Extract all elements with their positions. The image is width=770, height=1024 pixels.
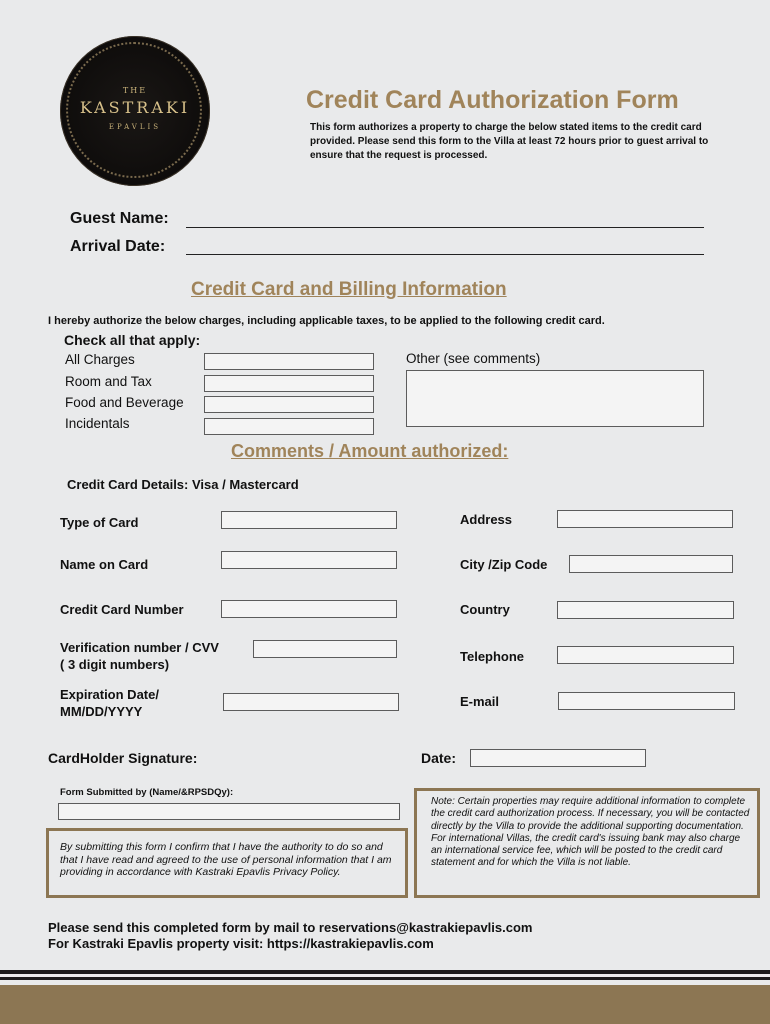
- city-zip-input[interactable]: [569, 555, 733, 573]
- check-all-label: Check all that apply:: [64, 332, 201, 348]
- cardholder-signature-label: CardHolder Signature:: [48, 750, 198, 766]
- kastraki-logo: [60, 36, 210, 186]
- footer-rule-2: [0, 977, 770, 980]
- telephone-label: Telephone: [460, 649, 525, 664]
- other-label: Other (see comments): [406, 351, 541, 366]
- telephone-input[interactable]: [557, 646, 734, 664]
- form-intro: This form authorizes a property to charge the below stated items to the credit card provided. Please send this form to the Villa at least 72 hours prior to guest arrival to ensure that the request is processed.: [310, 122, 709, 161]
- charge-box-food[interactable]: [204, 396, 374, 413]
- name-on-card-input[interactable]: [221, 551, 397, 569]
- charge-label-food: Food and Beverage: [65, 395, 184, 410]
- charge-label-room: Room and Tax: [65, 374, 152, 389]
- cvv-input[interactable]: [253, 640, 397, 658]
- guest-name-label: Guest Name:: [70, 210, 169, 227]
- card-details-label: Credit Card Details: Visa / Mastercard: [67, 477, 299, 492]
- charge-box-all[interactable]: [204, 353, 374, 370]
- country-label: Country: [460, 602, 510, 617]
- name-on-card-label: Name on Card: [60, 557, 149, 572]
- charge-label-all: All Charges: [65, 352, 135, 367]
- card-number-label: Credit Card Number: [60, 602, 184, 617]
- logo-sub: EPAVLIS: [108, 123, 162, 131]
- comments-title: Comments / Amount authorized:: [231, 441, 509, 461]
- form-title: Credit Card Authorization Form: [306, 86, 679, 114]
- signature-date-label: Date:: [421, 750, 457, 766]
- logo-name: KASTRAKI: [79, 98, 191, 117]
- address-input[interactable]: [557, 510, 733, 528]
- confirm-box: [46, 828, 408, 898]
- arrival-date-label: Arrival Date:: [70, 238, 166, 255]
- billing-section-title: Credit Card and Billing Information: [191, 279, 507, 300]
- submitted-by-label: Form Submitted by (Name/&RPSDQy):: [60, 787, 234, 798]
- footer-band: [0, 985, 770, 1024]
- guest-name-field[interactable]: [186, 227, 704, 228]
- type-of-card-label: Type of Card: [60, 515, 139, 530]
- note-box: [414, 788, 760, 898]
- type-of-card-input[interactable]: [221, 511, 397, 529]
- footer-mail-line: Please send this completed form by mail to reservations@kastrakiepavlis.com: [48, 920, 533, 935]
- footer-rule-1: [0, 970, 770, 974]
- email-label: E-mail: [460, 694, 500, 709]
- authorize-text: I hereby authorize the below charges, including applicable taxes, to be applied to the following credit card.: [48, 315, 605, 327]
- expiration-input[interactable]: [223, 693, 399, 711]
- arrival-date-field[interactable]: [186, 254, 704, 255]
- footer-visit-line: For Kastraki Epavlis property visit: https://kastrakiepavlis.com: [48, 936, 434, 951]
- expiration-label: Expiration Date/ MM/DD/YYYY: [60, 687, 159, 719]
- address-label: Address: [460, 512, 513, 527]
- charge-label-incidentals: Incidentals: [65, 416, 130, 431]
- other-comments-box[interactable]: [406, 370, 704, 427]
- confirm-text: By submitting this form I confirm that I have the authority to do so and that I have read and agreed to the use of personal information that I am providing in accordance with Kastraki Epavlis Privacy Policy.: [60, 841, 392, 878]
- city-zip-label: City /Zip Code: [460, 557, 548, 572]
- submitted-by-input[interactable]: [58, 803, 400, 820]
- cvv-label: Verification number / CVV ( 3 digit numbers): [60, 640, 219, 672]
- charge-box-room[interactable]: [204, 375, 374, 392]
- logo-the: THE: [122, 86, 148, 95]
- email-input[interactable]: [558, 692, 735, 710]
- card-number-input[interactable]: [221, 600, 397, 618]
- country-input[interactable]: [557, 601, 734, 619]
- charge-box-incidentals[interactable]: [204, 418, 374, 435]
- signature-date-input[interactable]: [470, 749, 646, 767]
- note-text: Note: Certain properties may require additional information to complete the credit card authorization process. If necessary, you will be contacted directly by the Villa to provide the additional supporting documentation. For international Villas, the credit card's issuing bank may also charge an international service fee, which will be posted to the credit card statement and for which the Villa is not liable.: [431, 796, 750, 869]
